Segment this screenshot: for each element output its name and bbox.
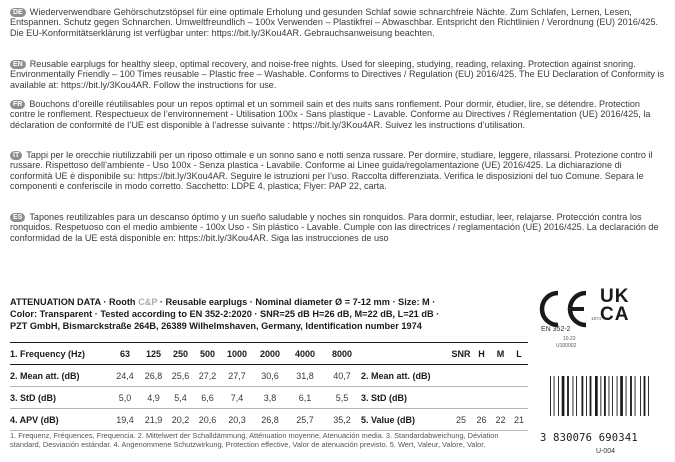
lang-it	[10, 150, 666, 192]
apv-row: 4. APV (dB) 19,4 21,9 20,2 20,6 20,3 26,8 25,7 35,2 5. Value (dB) 25 26 22 21	[10, 409, 528, 431]
ce-date: 10.23	[563, 336, 576, 342]
product-code: U-004	[596, 448, 616, 455]
lang-badge-fr: FR	[10, 100, 25, 109]
lang-text-en: Reusable earplugs for healthy sleep, optimal recovery, and noise-free nights. Used for sleeping, studying, reading, relaxing. Protection against snoring. Environmentally Friendly – 100 Times reusable – Plastic free – Washable. Conforms to Directives / Regulation (EU) 2016/425. The EU Declaration of Conformity is available at: https://bit.ly/3Kou4AR. Follow the instructions for use.	[10, 59, 665, 90]
info-line-2: Color: Transparent · Tested according to EN 352-2:2020 · SNR=25 dB H=26 dB, M=22 dB, L=21 dB ·	[10, 309, 440, 319]
lang-text-es: Tapones reutilizables para un descanso óptimo y un sueño saludable y noches sin ronquidos. Para dormir, estudiar, leer, relajarse. Protección contra los ronquidos. Respetuoso con el medio ambiente - 100x Uso - Sin plástico - Lavable. Cumple con las directrices / reglamentación (UE) 2016/425. La declaración de conformidad de la UE está disponible en: https://bit.ly/3Kou4AR. Siga las instrucciones de uso	[10, 212, 659, 243]
ukca-number: 1974	[591, 316, 602, 321]
barcode-digits: 3 830076 690341	[540, 432, 638, 444]
ce-standard: EN 352-2	[541, 326, 571, 333]
mean-att-row: 2. Mean att. (dB) 24,4 26,8 25,6 27,2 27,7 30,6 31,8 40,7 2. Mean att. (dB)	[10, 365, 528, 387]
info-line-1: ATTENUATION DATA · Rooth C&P · Reusable earplugs · Nominal diameter Ø = 7-12 mm · Size: M ·	[10, 297, 436, 307]
lang-badge-de: DE	[10, 8, 26, 17]
ce-mark-icon	[538, 290, 594, 328]
info-line-3: PZT GmbH, Bismarckstraße 264B, 26389 Wilhelmshaven, Germany, Identification number 1974	[10, 321, 422, 331]
lang-es	[10, 212, 666, 243]
barcode-icon	[548, 376, 656, 416]
attenuation-info	[10, 296, 530, 332]
lang-text-fr: Bouchons d’oreille réutilisables pour un repos optimal et un sommeil sain et des nuits sans ronflement. Pour dormir, étudier, lire, se détendre. Protection contre le ronflement. Respectueux de l’environnement - Utilisation 100x - Sans plastique - Lavable. Conforme au Directives / Réglementation (UE) 2016/425, la déclaration de conformité de l’UE est disponible à l’adresse suivante : https://bit.ly/3Kou4AR. Suivez les instructions d’utilisation.	[10, 99, 651, 130]
attenuation-table	[10, 342, 528, 431]
lang-de	[10, 7, 666, 38]
footnote: 1. Frequenz, Fréquences, Frequencia. 2. Mittelwert der Schalldämmung, Atténuation moyenne, Atenuación media. 3. Standardabweichung, Déviation standard, Desviación estándar. 4. Angenommene Schutzwirkung, Protection effective, Valor de atenuación previsto. 5. Wert, Valeur, Valore, Valor.	[10, 431, 499, 449]
brand-mark: C&P	[138, 297, 158, 307]
lang-badge-en: EN	[10, 60, 26, 69]
lang-badge-es: ES	[10, 213, 25, 222]
lang-text-de: Wiederverwendbare Gehörschutzstöpsel für eine optimale Erholung und gesunden Schlaf sowie schnarchfreie Nächte. Zum Schlafen, Lernen, Lesen, Entspannen. Schutz gegen Schnarchen. Umweltfreundlich – 100x Verwenden – Plastikfrei – Abwaschbar. Entspricht den Richtlinien / Verordnung (EU) 2016/425. Die EU-Konformitätserklärung ist verfügbar unter: https://bit.ly/3Kou4AR. Gebrauchsanweisung beachten.	[10, 7, 659, 38]
std-row: 3. StD (dB) 5,0 4,9 5,4 6,6 7,4 3,8 6,1 5,5 3. StD (dB)	[10, 387, 528, 409]
ce-ref: U100002	[556, 343, 577, 349]
lang-text-it: Tappi per le orecchie riutilizzabili per un riposo ottimale e un sonno sano e notti senza russare. Per dormire, studiare, leggere, rilassarsi. Protezione contro il russare. Rispettoso dell’ambiente - Uso 100x - Senza plastica - Lavabile. Conforme ai Linee guida/regolamentazione (UE) 2016/425. La dichiarazione di conformità UE è disponibile su: https://bit.ly/3Kou4AR. Seguire le istruzioni per l’uso. Raccolta differenziata. Verifica le disposizioni del tuo Comune. Separa le componenti e conferiscile in modo corretto. Sacchetto: LDPE 4, plastica; Flyer: PAP 22, carta.	[10, 150, 653, 192]
lang-badge-it: IT	[10, 151, 22, 160]
ukca-mark-icon: UK CA	[600, 286, 630, 325]
lang-fr	[10, 99, 666, 130]
frequency-row: 1. Frequency (Hz) 63 125 250 500 1000 2000 4000 8000 SNR H M L	[10, 343, 528, 365]
lang-en	[10, 59, 666, 90]
